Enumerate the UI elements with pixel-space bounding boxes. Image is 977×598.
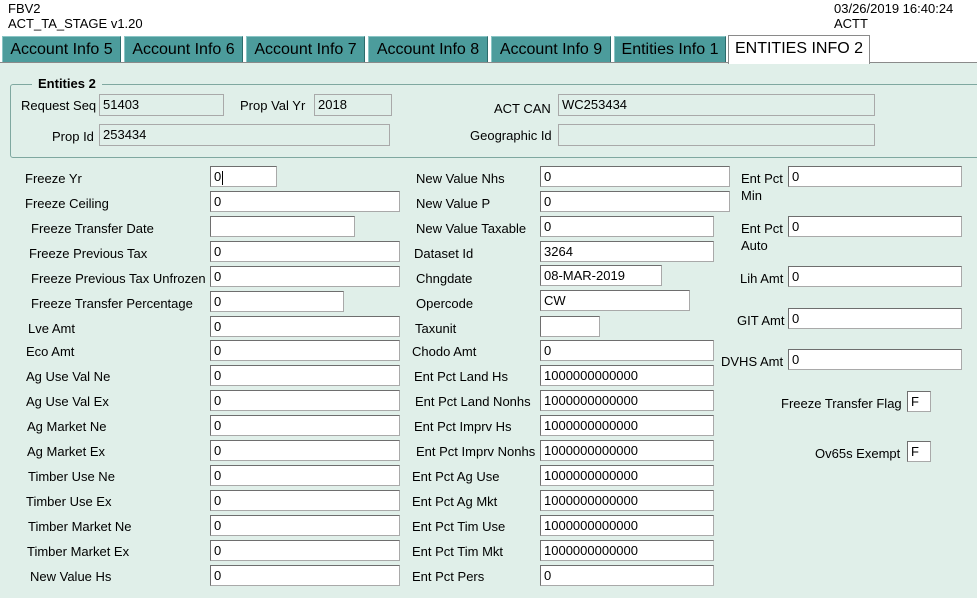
- tab-entities-info-2[interactable]: ENTITIES INFO 2: [728, 35, 870, 64]
- new-value-nhs-label: New Value Nhs: [416, 171, 505, 186]
- ag-use-val-ex-field[interactable]: 0: [210, 390, 400, 411]
- ent-pct-land-hs-label: Ent Pct Land Hs: [414, 369, 508, 384]
- taxunit-field[interactable]: [540, 316, 600, 337]
- freeze-transfer-percentage-label: Freeze Transfer Percentage: [31, 296, 193, 311]
- tab-entities-info-1[interactable]: Entities Info 1: [614, 36, 726, 62]
- prop-val-yr-label: Prop Val Yr: [240, 98, 306, 113]
- ent-pct-auto-label-line2: Auto: [741, 238, 768, 253]
- chodo-amt-label: Chodo Amt: [412, 344, 477, 359]
- eco-amt-label: Eco Amt: [26, 344, 75, 359]
- chngdate-label: Chngdate: [416, 271, 473, 286]
- act-can-label: ACT CAN: [494, 101, 551, 116]
- timber-market-ne-field[interactable]: 0: [210, 515, 400, 536]
- lih-amt-label: Lih Amt: [740, 271, 784, 286]
- lve-amt-label: Lve Amt: [28, 321, 75, 336]
- ent-pct-tim-use-label: Ent Pct Tim Use: [412, 519, 506, 534]
- dataset-id-field[interactable]: 3264: [540, 241, 714, 262]
- ent-pct-land-nonhs-field[interactable]: 1000000000000: [540, 390, 714, 411]
- new-value-p-field[interactable]: 0: [540, 191, 730, 212]
- timber-market-ex-field[interactable]: 0: [210, 540, 400, 561]
- new-value-p-label: New Value P: [416, 196, 491, 211]
- geographic-id-label: Geographic Id: [470, 128, 552, 143]
- request-seq-field[interactable]: 51403: [99, 94, 224, 116]
- opercode-label: Opercode: [416, 296, 474, 311]
- ent-pct-min-field[interactable]: 0: [788, 166, 962, 187]
- freeze-yr-label: Freeze Yr: [25, 171, 82, 186]
- act-can-field[interactable]: WC253434: [558, 94, 875, 116]
- ag-market-ex-field[interactable]: 0: [210, 440, 400, 461]
- prop-val-yr-field[interactable]: 2018: [314, 94, 392, 116]
- tab-account-info-6[interactable]: Account Info 6: [124, 36, 243, 62]
- git-amt-label: GIT Amt: [737, 313, 785, 328]
- request-seq-label: Request Seq: [21, 98, 97, 113]
- taxunit-label: Taxunit: [415, 321, 457, 336]
- ov65s-exempt-label: Ov65s Exempt: [815, 446, 901, 461]
- ent-pct-land-hs-field[interactable]: 1000000000000: [540, 365, 714, 386]
- freeze-previous-tax-unfrozen-label: Freeze Previous Tax Unfrozen: [31, 271, 206, 286]
- ag-market-ne-label: Ag Market Ne: [27, 419, 107, 434]
- timber-use-ex-label: Timber Use Ex: [26, 494, 112, 509]
- ent-pct-imprv-nonhs-label: Ent Pct Imprv Nonhs: [416, 444, 536, 459]
- timber-market-ne-label: Timber Market Ne: [28, 519, 132, 534]
- freeze-transfer-date-field[interactable]: [210, 216, 355, 237]
- freeze-ceiling-field[interactable]: 0: [210, 191, 400, 212]
- lve-amt-field[interactable]: 0: [210, 316, 400, 337]
- ag-market-ex-label: Ag Market Ex: [27, 444, 106, 459]
- freeze-ceiling-label: Freeze Ceiling: [25, 196, 109, 211]
- dataset-id-label: Dataset Id: [414, 246, 474, 261]
- prop-id-field[interactable]: 253434: [99, 124, 390, 146]
- timber-use-ne-field[interactable]: 0: [210, 465, 400, 486]
- eco-amt-field[interactable]: 0: [210, 340, 400, 361]
- freeze-previous-tax-field[interactable]: 0: [210, 241, 400, 262]
- ent-pct-imprv-hs-field[interactable]: 1000000000000: [540, 415, 714, 436]
- tab-bar: [0, 35, 977, 63]
- ent-pct-tim-mkt-field[interactable]: 1000000000000: [540, 540, 714, 561]
- freeze-transfer-date-label: Freeze Transfer Date: [31, 221, 154, 236]
- timber-use-ex-field[interactable]: 0: [210, 490, 400, 511]
- ov65s-exempt-field[interactable]: F: [907, 441, 931, 462]
- chodo-amt-field[interactable]: 0: [540, 340, 714, 361]
- ent-pct-tim-use-field[interactable]: 1000000000000: [540, 515, 714, 536]
- ag-use-val-ne-field[interactable]: 0: [210, 365, 400, 386]
- new-value-nhs-field[interactable]: 0: [540, 166, 730, 187]
- prop-id-label: Prop Id: [52, 129, 94, 144]
- datetime: 03/26/2019 16:40:24: [834, 1, 954, 16]
- ag-use-val-ex-label: Ag Use Val Ex: [26, 394, 109, 409]
- new-value-hs-field[interactable]: 0: [210, 565, 400, 586]
- dvhs-amt-field[interactable]: 0: [788, 349, 962, 370]
- chngdate-field[interactable]: 08-MAR-2019: [540, 265, 662, 286]
- ent-pct-tim-mkt-label: Ent Pct Tim Mkt: [412, 544, 504, 559]
- tab-account-info-5[interactable]: Account Info 5: [2, 36, 121, 62]
- dvhs-amt-label: DVHS Amt: [721, 354, 784, 369]
- timber-use-ne-label: Timber Use Ne: [28, 469, 115, 484]
- ent-pct-ag-mkt-field[interactable]: 1000000000000: [540, 490, 714, 511]
- ent-pct-auto-label: Ent Pct: [741, 221, 783, 236]
- git-amt-field[interactable]: 0: [788, 308, 962, 329]
- freeze-transfer-flag-label: Freeze Transfer Flag: [781, 396, 902, 411]
- freeze-previous-tax-unfrozen-field[interactable]: 0: [210, 266, 400, 287]
- tab-account-info-7[interactable]: Account Info 7: [246, 36, 365, 62]
- tab-account-info-9[interactable]: Account Info 9: [491, 36, 611, 62]
- new-value-taxable-field[interactable]: 0: [540, 216, 714, 237]
- ent-pct-ag-use-label: Ent Pct Ag Use: [412, 469, 500, 484]
- ent-pct-land-nonhs-label: Ent Pct Land Nonhs: [415, 394, 531, 409]
- ent-pct-ag-use-field[interactable]: 1000000000000: [540, 465, 714, 486]
- ent-pct-auto-field[interactable]: 0: [788, 216, 962, 237]
- ent-pct-imprv-nonhs-field[interactable]: 1000000000000: [540, 440, 714, 461]
- geographic-id-field[interactable]: [558, 124, 875, 146]
- opercode-field[interactable]: CW: [540, 290, 690, 311]
- user-name: ACTT: [834, 16, 868, 31]
- new-value-hs-label: New Value Hs: [30, 569, 112, 584]
- ent-pct-pers-field[interactable]: 0: [540, 565, 714, 586]
- ent-pct-imprv-hs-label: Ent Pct Imprv Hs: [414, 419, 512, 434]
- ag-market-ne-field[interactable]: 0: [210, 415, 400, 436]
- timber-market-ex-label: Timber Market Ex: [27, 544, 130, 559]
- lih-amt-field[interactable]: 0: [788, 266, 962, 287]
- freeze-transfer-percentage-field[interactable]: 0: [210, 291, 344, 312]
- text-cursor: [222, 171, 223, 185]
- ent-pct-min-label: Ent Pct: [741, 171, 783, 186]
- app-name: FBV2: [8, 1, 41, 16]
- ent-pct-min-label-line2: Min: [741, 188, 762, 203]
- freeze-yr-field[interactable]: 0: [210, 166, 277, 187]
- tab-account-info-8[interactable]: Account Info 8: [368, 36, 488, 62]
- freeze-transfer-flag-field[interactable]: F: [907, 391, 931, 412]
- ent-pct-ag-mkt-label: Ent Pct Ag Mkt: [412, 494, 498, 509]
- ent-pct-pers-label: Ent Pct Pers: [412, 569, 485, 584]
- new-value-taxable-label: New Value Taxable: [416, 221, 527, 236]
- form-name: ACT_TA_STAGE v1.20: [8, 16, 143, 31]
- freeze-previous-tax-label: Freeze Previous Tax: [29, 246, 148, 261]
- group-title: Entities 2: [32, 77, 102, 91]
- ag-use-val-ne-label: Ag Use Val Ne: [26, 369, 111, 384]
